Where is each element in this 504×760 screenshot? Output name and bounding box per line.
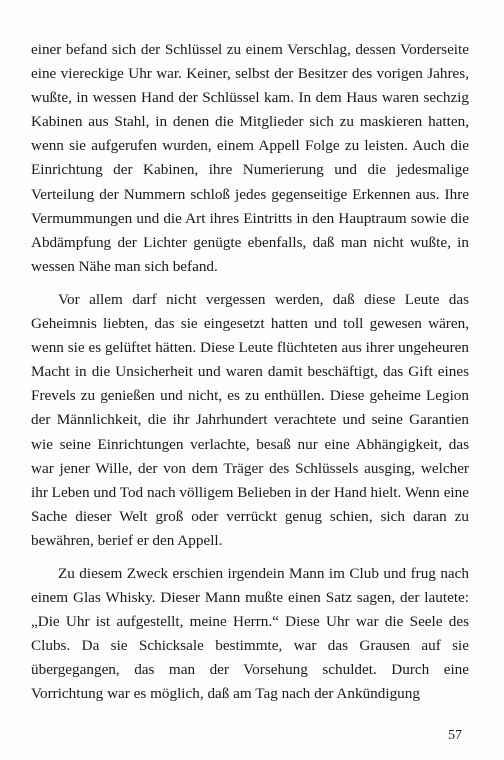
- page-number: 57: [448, 728, 462, 743]
- paragraph-1: einer befand sich der Schlüssel zu einem Verschlag, dessen Vorderseite eine viereckige Uhr war. Keiner, selbst der Besitzer des vorigen Jahres, wußte, in wessen Hand der Schlüssel kam. In dem Haus waren sechzig Kabinen aus Stahl, in denen die Mitglieder sich zu maskieren hatten, wenn sie aufgerufen wurden, einem Appell Folge zu leisten. Auch die Einrichtung der Kabinen, ihre Numerierung und die jedesmalige Verteilung der Nummern schloß jedes gegenseitige Erkennen aus. Ihre Vermummungen und die Art ihres Eintritts in den Hauptraum sowie die Abdämpfung der Lichter genügte ebenfalls, daß man nicht wußte, in wessen Nähe man sich befand.: [31, 41, 469, 275]
- paragraph-2: Vor allem darf nicht vergessen werden, daß diese Leute das Geheimnis liebten, das sie eingesetzt hatten und toll gewesen wären, wenn sie es gelüftet hätten. Diese Leute flüchteten aus ihrer ungeheuren Macht in die Unsicherheit und waren damit beschäftigt, das Gift eines Frevels zu genießen und nicht, es zu enthüllen. Diese geheime Legion der Männlichkeit, die ihr Jahrhundert verachtete und seine Garantien wie seine Einrichtungen verlachte, besaß nur eine Abhängigkeit, das war jener Wille, der von dem Träger des Schlüssels ausging, welcher ihr Leben und Tod nach völligem Belieben in der Hand hielt. Wenn eine Sache dieser Welt groß oder verrückt genug schien, sich daran zu bewähren, berief er den Appell.: [31, 290, 469, 549]
- paragraph-3: Zu diesem Zweck erschien irgendein Mann im Club und frug nach einem Glas Whisky. Dieser Mann mußte einen Satz sagen, der lautete: „Die Uhr ist aufgestellt, meine Herrn.“ Diese Uhr war die Seele des Clubs. Da sie Schicksale bestimmte, war das Grausen auf sie übergegangen, das man der Vorsehung schuldet. Durch eine Vorrichtung war es möglich, daß am Tag nach der Ankündigung: [31, 564, 469, 703]
- body-text: [31, 38, 469, 707]
